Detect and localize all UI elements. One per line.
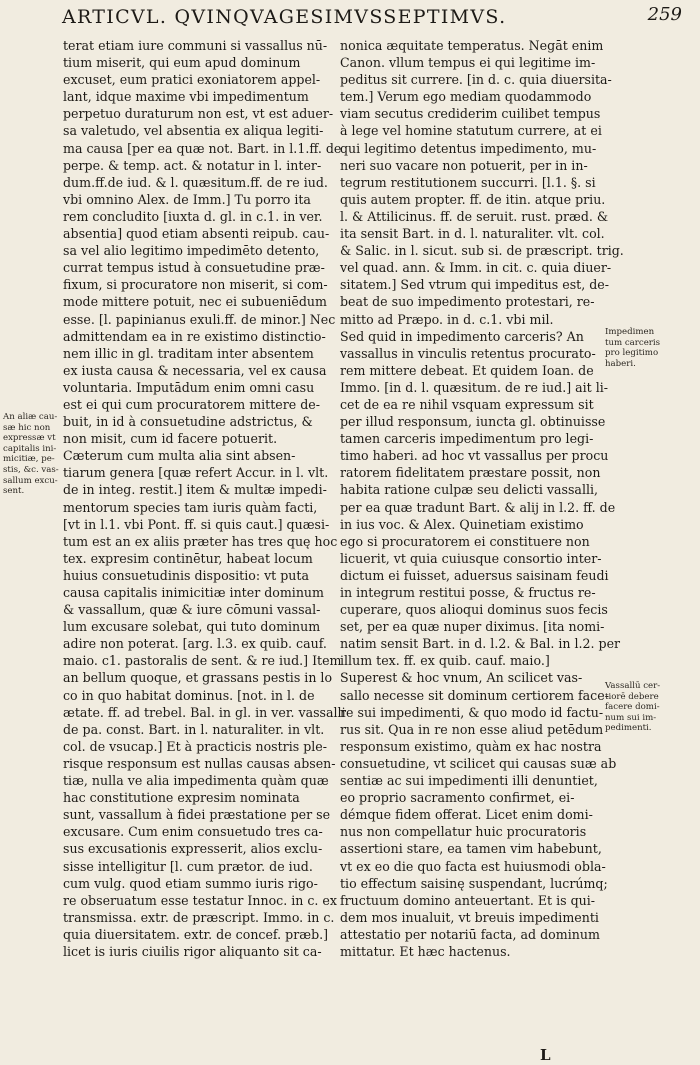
text-line: vassallus in vinculis retentus procurato- — [340, 345, 596, 361]
text-line: buit, in id à consuetudine adstrictus, & — [63, 414, 313, 430]
text-line: [vt in l.1. vbi Pont. ff. si quis caut.] quæsi- — [63, 516, 330, 532]
text-line: Cæterum cum multa alia sint absen- — [63, 448, 296, 464]
text-line: co in quo habitat dominus. [not. in l. de — [63, 687, 315, 703]
margin-note-line: stis, &c. vas- — [3, 464, 59, 475]
text-line: hac constitutione expresim nominata — [63, 790, 300, 806]
text-line: ita sensit Bart. in d. l. naturaliter. vlt. col. — [340, 226, 605, 242]
text-line: ex iusta causa & necessaria, vel ex causa — [63, 362, 327, 378]
text-line: huius consuetudinis dispositio: vt puta — [63, 567, 309, 583]
text-line: esse. [l. papinianus exuli.ff. de minor.] Nec — [63, 311, 336, 327]
text-line: nem illic in gl. traditam inter absentem — [63, 345, 314, 361]
text-line: adire non poterat. [arg. l.3. ex quib. cauf. — [63, 636, 327, 652]
text-line: ma causa [per ea quæ not. Bart. in l.1.ff. de — [63, 140, 342, 156]
text-line: Immo. [in d. l. quæsitum. de re iud.] ait li- — [340, 379, 609, 395]
text-line: rus sit. Qua in re non esse aliud petēdum — [340, 721, 604, 737]
text-line: tiæ, nulla ve alia impedimenta quàm quæ — [63, 773, 329, 789]
margin-note-line: pro legitimo — [605, 348, 659, 359]
text-line: licuerit, vt quia cuiusque consortio inter- — [340, 550, 602, 566]
text-line: per ea quæ tradunt Bart. & alij in l.2. ff. de — [340, 499, 616, 515]
text-line: cet de ea re nihil vsquam expressum sit — [340, 396, 594, 412]
margin-note-line: sent. — [3, 486, 25, 497]
margin-note-line: Vassallū cer- — [605, 681, 661, 691]
text-line: Superest & hoc vnum, An scilicet vas- — [340, 670, 583, 686]
margin-note-line: num sui im- — [605, 712, 657, 723]
text-line: col. de vsucap.] Et à practicis nostris ple- — [63, 738, 327, 754]
text-line: maio. c1. pastoralis de sent. & re iud.] Item — [63, 653, 342, 669]
text-line: mentorum species tam iuris quàm facti, — [63, 499, 318, 515]
text-line: absentia] quod etiam absenti reipub. cau- — [63, 226, 330, 242]
text-line: rem concludito [iuxta d. gl. in c.1. in ver. — [63, 208, 323, 224]
text-line: vbi omnino Alex. de Imm.] Tu porro ita — [63, 191, 311, 207]
text-line: tio effectum saisinę suspendant, lucrúmq; — [340, 875, 608, 891]
margin-note-line: sæ hic non — [3, 422, 51, 433]
text-line: beat de suo impedimento protestari, re- — [340, 294, 595, 310]
right-text-column — [340, 37, 624, 960]
text-line: nonica æquitate temperatus. Negāt enim — [340, 38, 604, 53]
left-margin-note — [3, 412, 63, 497]
text-line: vel quad. ann. & Imm. in cit. c. quia diuer- — [340, 260, 612, 276]
text-line: vt ex eo die quo facta est huiusmodi obla- — [340, 858, 606, 874]
margin-note-line: tum carceris — [605, 337, 661, 348]
text-line: set, per ea quæ nuper diximus. [ita nomi- — [340, 619, 605, 635]
text-line: démque fidem offerat. Licet enim domi- — [340, 807, 593, 823]
left-text-column — [63, 37, 346, 960]
text-line: & vassallum, quæ & iure cōmuni vassal- — [63, 602, 321, 618]
running-title: ARTICVL. QVINQVAGESIMVSSEPTIMVS. — [62, 6, 507, 28]
text-line: risque responsum est nullas causas absen- — [63, 755, 336, 771]
text-line: tium miserit, qui eum apud dominum — [63, 55, 301, 71]
text-line: tamen carceris impedimentum pro legi- — [340, 431, 594, 447]
text-line: & Salic. in l. sicut. sub si. de præscript. trig. — [340, 243, 624, 259]
text-line: tex. expresim continētur, habeat locum — [63, 550, 313, 566]
text-line: perpe. & temp. act. & notatur in l. inter- — [63, 157, 322, 173]
text-line: in ius voc. & Alex. Quinetiam existimo — [340, 516, 584, 532]
text-line: causa capitalis inimicitiæ inter dominum — [63, 585, 324, 600]
text-line: dum.ff.de iud. & l. quæsitum.ff. de re iud. — [63, 174, 328, 190]
text-line: terat etiam iure communi si vassallus nū- — [63, 38, 328, 53]
text-line: sentiæ ac sui impedimenti illi denuntiet, — [340, 773, 598, 789]
text-line: ætate. ff. ad trebel. Bal. in gl. in ver. vassalli — [63, 704, 346, 720]
text-line: neri suo vacare non potuerit, per in in- — [340, 157, 588, 173]
text-line: timo haberi. ad hoc vt vassallus per procu — [340, 448, 609, 464]
text-line: consuetudine, vt scilicet qui causas suæ ab — [340, 755, 617, 771]
text-line: currat tempus istud à consuetudine præ- — [63, 260, 325, 276]
margin-note-line: tiorē debere — [605, 691, 659, 702]
margin-note-line: An aliæ cau- — [3, 412, 58, 422]
text-line: l. & Attilicinus. ff. de seruit. rust. præd. & — [340, 208, 609, 224]
text-line: tegrum restitutionem succurri. [l.1. §. si — [340, 174, 596, 190]
text-line: Canon. vllum tempus ei qui legitime im- — [340, 55, 596, 71]
text-line: nus non compellatur huic procuratoris — [340, 824, 587, 840]
margin-note-line: pedimenti. — [605, 723, 652, 734]
text-line: est ei qui cum procuratorem mittere de- — [63, 396, 320, 412]
right-margin-note-notify — [605, 681, 697, 734]
margin-note-line: Impedimen — [605, 327, 655, 337]
text-line: fixum, si procuratore non miserit, si com- — [63, 277, 328, 293]
text-line: tum est an ex aliis præter has tres quę hoc — [63, 533, 338, 549]
text-line: qui legitimo detentus impedimento, mu- — [340, 140, 597, 156]
text-line: tem.] Verum ego mediam quodammodo — [340, 89, 592, 105]
text-line: lant, idque maxime vbi impedimentum — [63, 89, 309, 105]
text-line: sa valetudo, vel absentia ex aliqua legiti- — [63, 123, 324, 139]
text-line: ratorem fidelitatem præstare possit, non — [340, 465, 601, 481]
text-line: lum excusare solebat, qui tuto dominum — [63, 619, 321, 635]
text-line: excusare. Cum enim consuetudo tres ca- — [63, 824, 323, 840]
running-header — [62, 4, 682, 32]
text-line: licet is iuris ciuilis rigor aliquanto sit ca- — [63, 943, 322, 959]
text-line: dictum ei fuisset, aduersus saisinam feudi — [340, 567, 609, 583]
text-line: cuperare, quos alioqui dominus suos fecis — [340, 602, 608, 618]
text-line: sa vel alio legitimo impedimēto detento, — [63, 243, 320, 259]
text-line: mittatur. Et hæc hactenus. — [340, 943, 511, 959]
text-line: an bellum quoque, et grassans pestis in lo — [63, 670, 333, 686]
text-line: à lege vel homine statutum currere, at ei — [340, 123, 602, 139]
text-line: de in integ. restit.] item & multæ impedi- — [63, 482, 327, 498]
text-line: admittendam ea in re existimo distinctio- — [63, 328, 326, 344]
text-line: mitto ad Præpo. in d. c.1. vbi mil. — [340, 311, 554, 327]
text-line: voluntaria. Imputādum enim omni casu — [63, 379, 315, 395]
text-line: re sui impedimenti, & quo modo id factu- — [340, 704, 604, 720]
text-line: Sed quid in impedimento carceris? An — [340, 328, 584, 344]
text-line: attestatio per notariū facta, ad dominum — [340, 926, 600, 942]
margin-note-line: expressæ vt — [3, 433, 56, 444]
margin-note-line: micitiæ, pe- — [3, 454, 55, 465]
page-number: 259 — [647, 4, 682, 25]
text-line: peditus sit currere. [in d. c. quia diuersita- — [340, 72, 612, 88]
text-line: in integrum restitui posse, & fructus re- — [340, 585, 596, 600]
text-line: rem mittere debeat. Et quidem Ioan. de — [340, 362, 594, 378]
text-line: natim sensit Bart. in d. l.2. & Bal. in l.2. per — [340, 636, 621, 652]
text-line: sisse intelligitur [l. cum prætor. de iud. — [63, 858, 313, 874]
text-line: sitatem.] Sed vtrum qui impeditus est, de- — [340, 277, 610, 293]
text-line: dem mos inualuit, vt breuis impedimenti — [340, 909, 599, 925]
margin-note-line: haberi. — [605, 358, 636, 369]
text-line: non misit, cum id facere potuerit. — [63, 431, 278, 447]
text-line: tiarum genera [quæ refert Accur. in l. vlt. — [63, 465, 329, 481]
text-line: viam secutus crediderim cuilibet tempus — [340, 106, 601, 122]
text-line: re obseruatum esse testatur Innoc. in c. ex — [63, 892, 337, 908]
text-line: cum vulg. quod etiam summo iuris rigo- — [63, 875, 318, 891]
text-line: eo proprio sacramento confirmet, ei- — [340, 790, 575, 806]
text-line: excuset, eum pratici exoniatorem appel- — [63, 72, 321, 88]
text-line: quis autem propter. ff. de itin. atque priu. — [340, 191, 606, 207]
text-line: transmissa. extr. de præscript. Immo. in c. — [63, 909, 335, 925]
text-line: per illud responsum, iuncta gl. obtinuisse — [340, 414, 606, 430]
text-line: perpetuo duraturum non est, vt est aduer- — [63, 106, 334, 122]
text-line: mode mittere potuit, nec ei subueniēdum — [63, 294, 327, 310]
text-line: fructuum domino anteuertant. Et is qui- — [340, 892, 596, 908]
signature-mark: L — [540, 1046, 552, 1064]
text-line: responsum existimo, quàm ex hac nostra — [340, 738, 602, 754]
text-line: ego si procuratorem ei constituere non — [340, 533, 590, 549]
right-margin-note-prison — [605, 327, 697, 369]
text-line: sallo necesse sit dominum certiorem face- — [340, 687, 609, 703]
text-line: sus excusationis expresserit, alios exclu- — [63, 841, 323, 857]
margin-note-line: sallum excu- — [3, 475, 58, 486]
text-line: illum tex. ff. ex quib. cauf. maio.] — [340, 653, 550, 669]
text-line: de pa. const. Bart. in l. naturaliter. in vlt. — [63, 721, 325, 737]
text-line: sunt, vassallum à fidei præstatione per se — [63, 807, 331, 823]
margin-note-line: capitalis ini- — [3, 443, 57, 454]
margin-note-line: facere domi- — [605, 702, 660, 713]
text-line: quia diuersitatem. extr. de concef. præb.] — [63, 926, 329, 942]
text-line: habita ratione culpæ seu delicti vassalli, — [340, 482, 599, 498]
text-line: assertioni stare, ea tamen vim habebunt, — [340, 841, 602, 857]
